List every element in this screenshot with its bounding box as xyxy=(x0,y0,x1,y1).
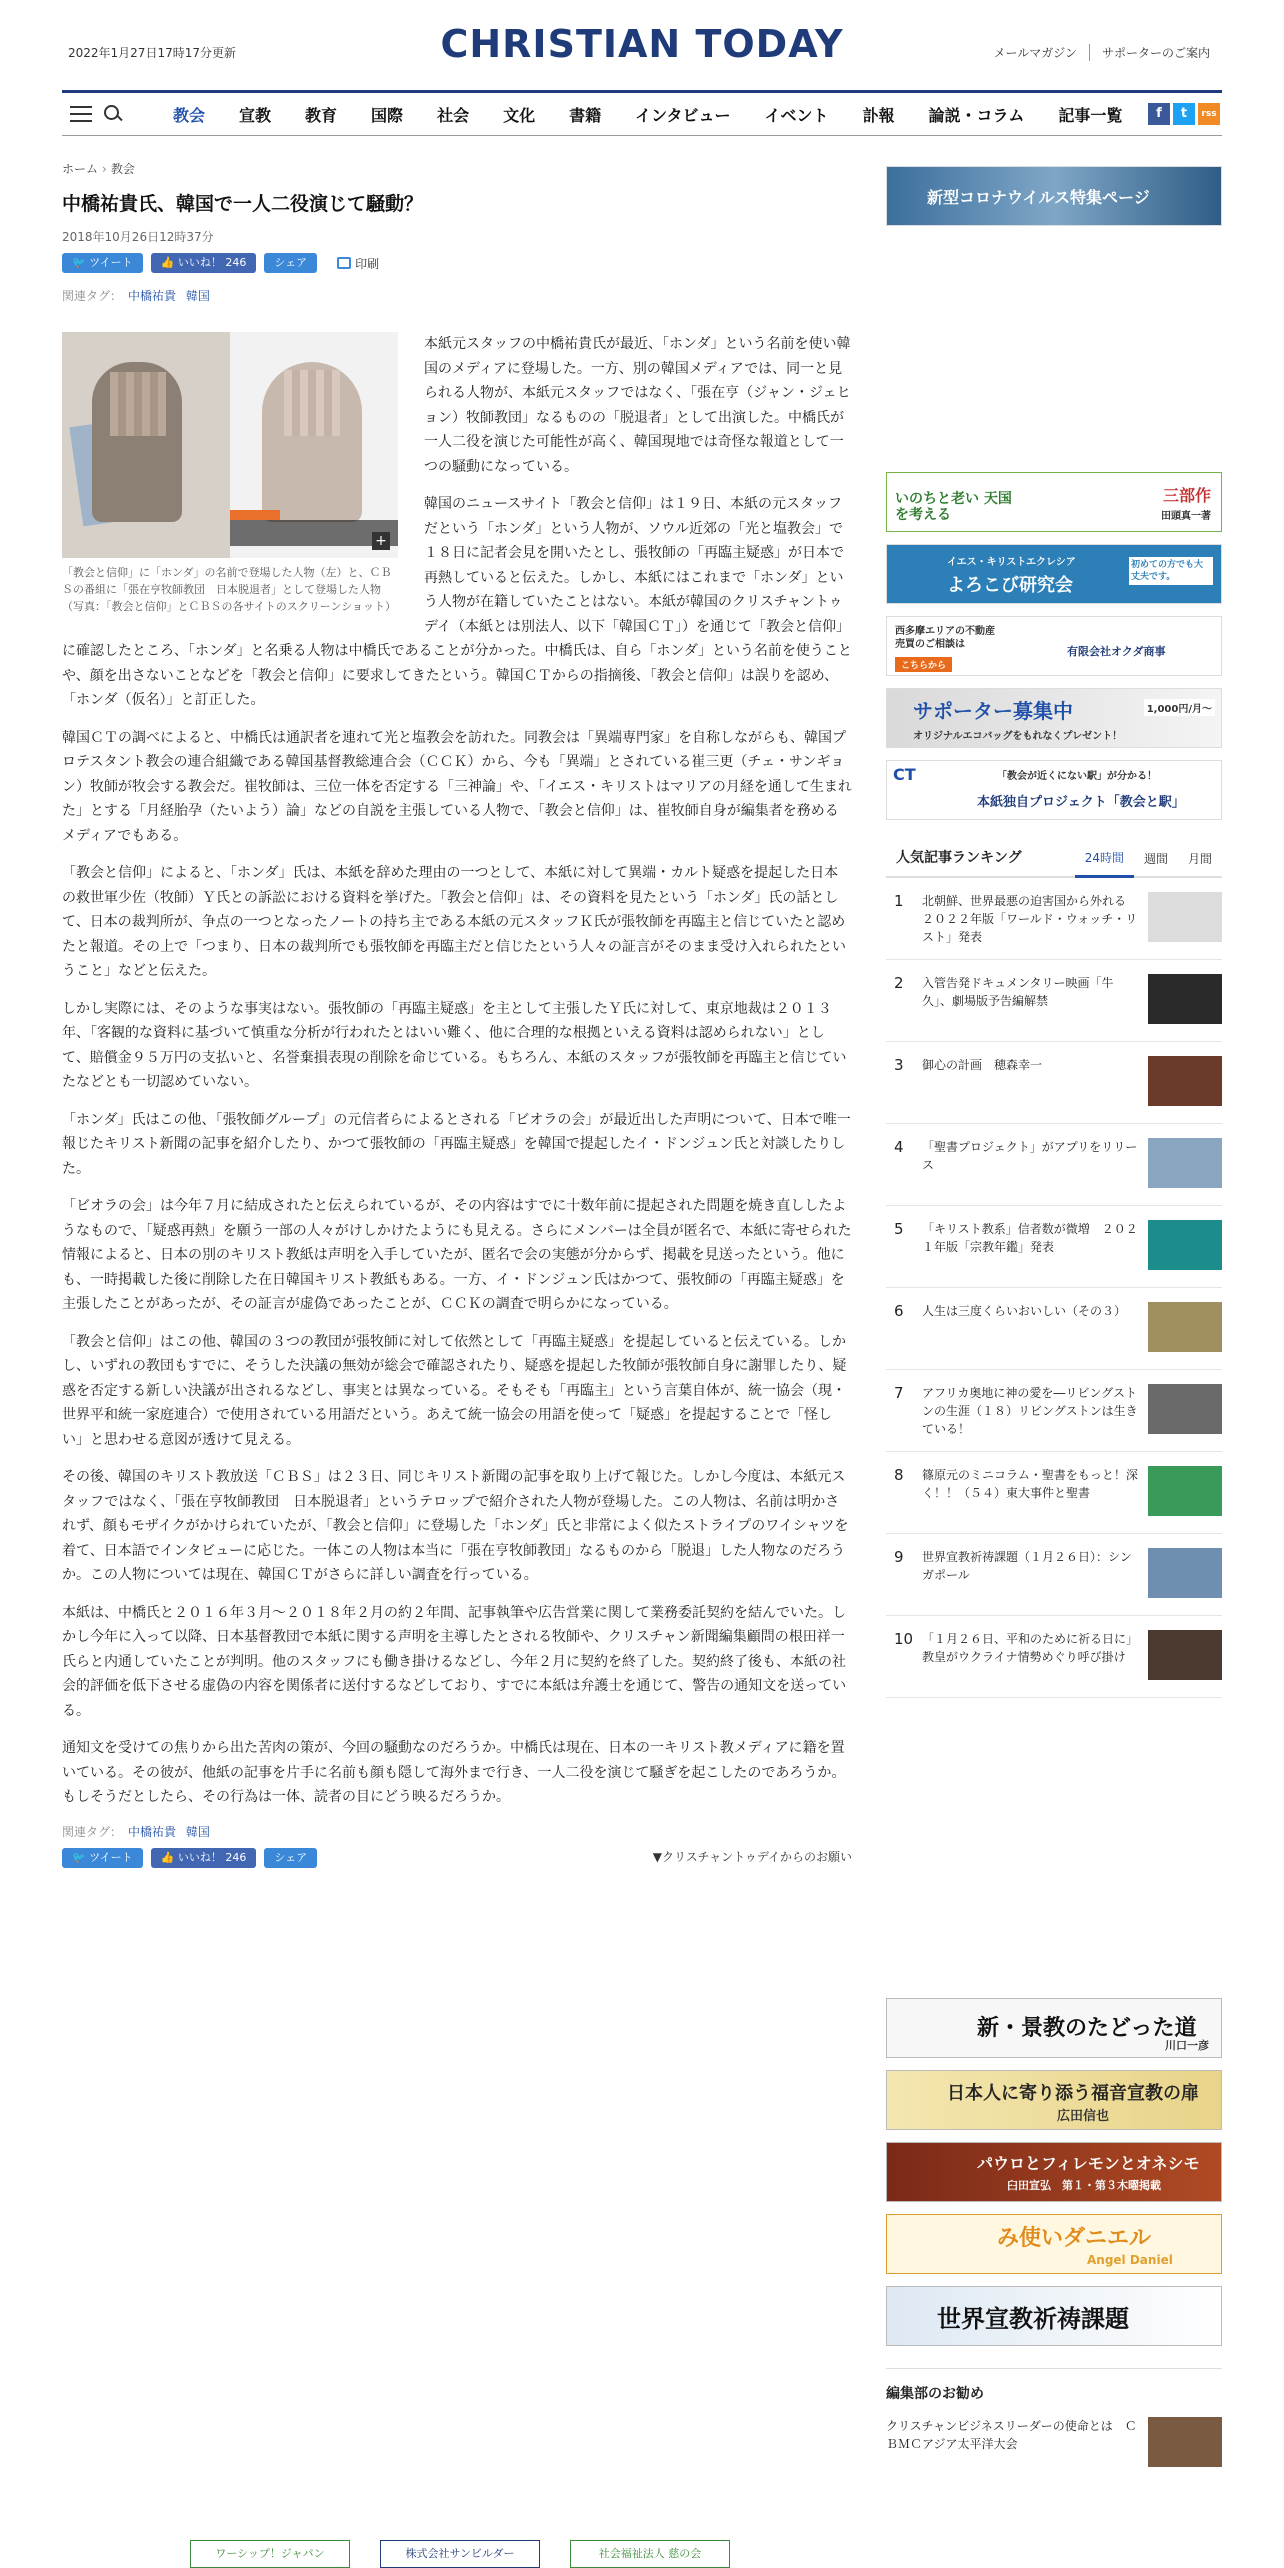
footer-ads xyxy=(190,2540,730,2568)
column-banner-daniel[interactable] xyxy=(886,2214,1222,2274)
covid-banner-text: 新型コロナウイルス特集ページ xyxy=(927,188,1150,207)
related-tags-bottom xyxy=(62,1823,852,1840)
editor-recommend xyxy=(886,2368,1222,2467)
nav-item-society[interactable]: 社会 xyxy=(437,105,470,125)
column-banner-keikyo[interactable] xyxy=(886,1998,1222,2058)
mail-magazine-link[interactable]: メールマガジン xyxy=(993,46,1077,60)
nav-item-obituary[interactable]: 訃報 xyxy=(862,105,895,125)
rank-number: 8 xyxy=(894,1466,904,1484)
ad-space xyxy=(886,226,1222,472)
ad-supporter-sub: 1,000円/月〜 xyxy=(1144,699,1215,716)
rank-title: 「キリスト教系」信者数が微増 ２０２１年版「宗教年鑑」発表 xyxy=(922,1222,1138,1254)
rank-number: 5 xyxy=(894,1220,904,1238)
photo-mosaic-right xyxy=(284,370,340,436)
column-gospel-title: 日本人に寄り添う福音宣教の扉 xyxy=(947,2083,1199,2104)
top-links xyxy=(982,44,1222,61)
recommend-item[interactable] xyxy=(886,2417,1222,2467)
ad-church-station-sub2: 「教会が近くにない駅」が分かる！ xyxy=(997,771,1157,782)
ranking-item[interactable] xyxy=(886,1452,1222,1534)
site-logo[interactable]: CHRISTIAN TODAY xyxy=(440,22,844,66)
ad-banner-realestate[interactable] xyxy=(886,616,1222,676)
covid-special-banner[interactable] xyxy=(886,166,1222,226)
like-button-bottom[interactable]: 👍 いいね！ 246 xyxy=(151,1848,257,1868)
nav-item-columns[interactable]: 論説・コラム xyxy=(928,105,1025,125)
article-photo-box xyxy=(62,332,398,615)
tweet-label-bottom: ツイート xyxy=(89,1850,133,1864)
sidebar xyxy=(886,166,1222,2467)
rank-title: 「１月２６日、平和のために祈る日に」 教皇がウクライナ情勢めぐり呼び掛け xyxy=(922,1632,1145,1664)
ad-books-sub2: 田頭真一著 xyxy=(1161,511,1211,522)
footer-ad-welfare[interactable]: 社会福祉法人 慈の会 xyxy=(570,2540,730,2568)
nav-item-mission[interactable]: 宣教 xyxy=(239,105,272,125)
rank-thumbnail xyxy=(1148,1630,1222,1680)
rank-thumbnail xyxy=(1148,1466,1222,1516)
ad-study-text: よろこび研究会 xyxy=(947,575,1073,596)
photo-mosaic-left xyxy=(110,372,166,436)
article-title: 中橋祐貴氏、韓国で一人二役演じて騒動？ xyxy=(62,193,424,215)
tag-nakahashi[interactable]: 中橋祐貴 xyxy=(128,289,177,303)
rank-title: アフリカ奥地に神の愛を―リビングストンの生涯（１８）リビングストンは生きている！ xyxy=(922,1386,1138,1436)
tag-korea[interactable]: 韓国 xyxy=(185,289,210,303)
article-column xyxy=(62,160,852,1868)
column-daniel-author: Angel Daniel xyxy=(1087,2253,1173,2267)
paragraph: その後、韓国のキリスト教放送「ＣＢＳ」は２３日、同じキリスト新聞の記事を取り上げて報じた。しかし今度は、本紙元スタッフではなく、「張在亨牧師教団 日本脱退者」というテロップで紹介された人物が登場した。この人物は、名前は明かされず、顔もモザイクがかけられていたが、「教会と信仰」に登場した「ホンダ」氏と非常によく似たストライプのワイシャツを着て、日本語でインタビューに応じた。一体この人物は本当に「張在亨牧師教団」なるものから「脱退」した人物なのだろうか。この人物については現在、韓国ＣＴがさらに詳しい調査を行っている。 xyxy=(62,1469,849,1583)
like-button[interactable]: 👍 いいね！ 246 xyxy=(151,253,257,273)
rank-number: 7 xyxy=(894,1384,904,1402)
nav-item-events[interactable]: イベント xyxy=(764,105,829,125)
paragraph: しかし実際には、そのような事実はない。張牧師の「再臨主疑惑」を主として主張したＹ氏に対して、東京地裁は２０１３年、「客観的な資料に基づいて慎重な分析が行われたとはいい難く、他に合理的な根拠といえる資料は認められない」として、賠償金９５万円の支払いと、名誉棄損表現の削除を命じている。もちろん、本紙のスタッフが張牧師を再臨主と信じていたなどとも一切認めていない。 xyxy=(62,1000,847,1090)
twitter-icon[interactable]: t xyxy=(1173,103,1195,125)
like-label: いいね！ 246 xyxy=(177,256,247,269)
column-banners xyxy=(886,1998,1222,2346)
chevron-right-icon: › xyxy=(102,162,107,176)
rank-number: 3 xyxy=(894,1056,904,1074)
rank-thumbnail xyxy=(1148,1548,1222,1598)
sidebar-spacer xyxy=(886,1698,1222,1998)
column-keikyo-title: 新・景教のたどった道 xyxy=(977,2015,1197,2041)
ad-banner-church-station[interactable] xyxy=(886,760,1222,820)
paragraph: 通知文を受けての焦りから出た苦肉の策が、今回の騒動なのだろうか。中橋氏は現在、日本の一キリスト教メディアに籍を置いている。その彼が、他紙の記事を片手に名前も顔も隠して海外まで行き、一人二役を演じて騒ぎを起こしたのであろうか。もしそうだとしたら、その行為は一体、読者の目にどう映るだろうか。 xyxy=(62,1740,846,1805)
rank-number: 10 xyxy=(894,1630,914,1648)
column-banner-paul[interactable] xyxy=(886,2142,1222,2202)
ranking-item[interactable] xyxy=(886,1124,1222,1206)
site-header xyxy=(62,0,1222,92)
ad-realestate-text: 西多摩エリアの不動産売買のご相談は xyxy=(895,626,995,650)
ranking-title: 人気記事ランキング xyxy=(896,850,1022,866)
ranking-tab-month[interactable]: 月間 xyxy=(1187,852,1212,866)
nav-item-international[interactable]: 国際 xyxy=(371,105,404,125)
tags-label: 関連タグ： xyxy=(62,289,123,303)
nav-item-all-articles[interactable]: 記事一覧 xyxy=(1058,105,1123,125)
supporter-link[interactable]: サポーターのご案内 xyxy=(1089,44,1222,61)
rank-thumbnail xyxy=(1148,1220,1222,1270)
rank-title: 世界宣教祈祷課題（１月２６日）：シンガポール xyxy=(922,1550,1132,1582)
column-banner-gospel-door[interactable] xyxy=(886,2070,1222,2130)
rank-thumbnail xyxy=(1148,1056,1222,1106)
ranking-tab-24h[interactable]: 24時間 xyxy=(1075,849,1134,878)
main-nav xyxy=(62,93,1222,135)
rank-number: 6 xyxy=(894,1302,904,1320)
column-paul-title: パウロとフィレモンとオネシモ xyxy=(977,2154,1200,2173)
ranking-item[interactable] xyxy=(886,1534,1222,1616)
breadcrumb-church[interactable]: 教会 xyxy=(110,162,135,176)
article-body xyxy=(62,332,852,1810)
ad-church-station-sub: CT xyxy=(893,765,916,784)
ranking-header xyxy=(886,842,1222,878)
tags-label-bottom: 関連タグ： xyxy=(62,1824,123,1839)
article-photo[interactable] xyxy=(62,332,398,558)
paragraph: 本紙元スタッフの中橋祐貴氏が最近、「ホンダ」という名前を使い韓国のメディアに登場した。一方、別の韓国メディアでは、同一と見られる人物が、本紙元スタッフではなく、「張在亨（ジャン・ジェヒョン）牧師教団」なるものの「脱退者」として出演した。中橋氏が一人二役を演じた可能性が高く、韓国現地では奇怪な報道として一つの騒動になっている。 xyxy=(424,336,851,475)
print-button[interactable] xyxy=(337,255,379,272)
tweet-button[interactable]: 🐦 ツイート xyxy=(62,253,143,273)
ranking-item[interactable] xyxy=(886,960,1222,1042)
paragraph: 「ビオラの会」は今年７月に結成されたと伝えられているが、その内容はすでに十数年前に提起された問題を焼き直ししたようなもので、「疑惑再熱」を願う一部の人々がけしかけたようにも見える。さらにメンバーは全員が匿名で、本紙に寄せられた情報によると、日本の別のキリスト教紙は声明を入手していたが、匿名で会の実態が分からず、掲載を見送ったという。他にも、一時掲載した後に削除した在日韓国キリスト教紙もある。一方、イ・ドンジュン氏はかつて、張牧師の「再臨主疑惑」を主張したことがあったが、その証言が虚偽であったことが、ＣＣＫの調査で明らかになっている。 xyxy=(62,1198,852,1312)
paragraph: 「ホンダ」氏はこの他、「張牧師グループ」の元信者らによるとされる「ビオラの会」が最近出した声明について、日本で唯一報じたキリスト新聞の記事を紹介したり、かつて張牧師の「再臨主疑惑」を韓国で提起したイ・ドンジュン氏と対談したりした。 xyxy=(62,1111,851,1177)
tweet-label: ツイート xyxy=(89,256,133,269)
share-row-bottom xyxy=(62,1848,852,1868)
share-row xyxy=(62,253,852,273)
rank-number: 2 xyxy=(894,974,904,992)
paragraph: 「教会と信仰」はこの他、韓国の３つの教団が張牧師に対して依然として「再臨主疑惑」を提起していると伝えている。しかし、いずれの教団もすでに、そうした決議の無効が総会で確認されたり、疑惑を提起した牧師が張牧師自身に謝罪したり、疑惑を否定する新しい決議が出されるなどし、事実とは異なっている。そもそも「再臨主」という言葉自体が、統一協会（現・世界平和統一家庭連合）で使用されている用語だという。あえて統一協会の用語を使って「疑惑」を提起することで「怪しい」と思わせる意図が透けて見える。 xyxy=(62,1333,847,1448)
rank-title: 北朝鮮、世界最悪の迫害国から外れる ２０２２年版「ワールド・ウォッチ・リスト」発表 xyxy=(922,894,1139,944)
ad-study-sub: イエス・キリストエクレシア xyxy=(947,557,1076,568)
ad-banner-study[interactable] xyxy=(886,544,1222,604)
paragraph: 本紙は、中橋氏と２０１６年３月〜２０１８年２月の約２年間、記事執筆や広告営業に関して業務委託契約を結んでいた。しかし今年に入って以降、日本基督教団で本紙に関する声明を主導したとされる牧師や、クリスチャン新聞編集顧問の根田祥一氏らと内通していたことが判明。他のスタッフにも働き掛けるなどし、今年２月に契約を終了した。契約終了後も、本紙の社会的評価を低下させる虚偽の内容を関係者に送付するなどしており、すでに本紙は弁護士を通じて、警告の通知文を送っている。 xyxy=(62,1604,847,1719)
printer-icon xyxy=(337,257,351,269)
tweet-button-bottom[interactable]: 🐦 ツイート xyxy=(62,1848,143,1868)
ranking-item[interactable] xyxy=(886,1370,1222,1452)
rss-icon[interactable]: rss xyxy=(1198,103,1220,125)
column-keikyo-author: 川口一彦 xyxy=(1165,2039,1209,2052)
breadcrumb-home[interactable]: ホーム xyxy=(62,162,99,176)
rank-number: 9 xyxy=(894,1548,904,1566)
ad-books-sub: 三部作 xyxy=(1162,486,1211,505)
nav-item-church[interactable]: 教会 xyxy=(173,105,206,125)
ranking-item[interactable] xyxy=(886,1042,1222,1124)
like-label-bottom: いいね！ 246 xyxy=(177,1850,247,1864)
recommend-title: 編集部のお勧め xyxy=(886,2386,984,2402)
facebook-icon[interactable]: f xyxy=(1148,103,1170,125)
photo-caption: 「教会と信仰」に「ホンダ」の名前で登場した人物（左）と、ＣＢＳの番組に「張在亨牧師教団 日本脱退者」として登場した人物（写真：「教会と信仰」とＣＢＳの各サイトのスクリーンショット） xyxy=(62,566,397,613)
request-notice-link[interactable]: ▼クリスチャントゥデイからのお願い xyxy=(652,1849,852,1864)
ad-study-sub2: 初めての方でも大丈夫です。 xyxy=(1129,557,1213,585)
nav-item-books[interactable]: 書籍 xyxy=(569,105,602,125)
rank-thumbnail xyxy=(1148,1138,1222,1188)
rank-number: 1 xyxy=(894,892,904,910)
ranking-item[interactable] xyxy=(886,1616,1222,1698)
nav-divider xyxy=(62,135,1222,136)
nav-item-interview[interactable]: インタビュー xyxy=(635,105,731,125)
rank-title: 御心の計画 穂森幸一 xyxy=(922,1058,1043,1072)
share-button[interactable]: シェア xyxy=(264,253,317,273)
social-icons xyxy=(1148,103,1220,125)
ranking-tab-week[interactable]: 週間 xyxy=(1143,852,1168,866)
recommend-thumbnail xyxy=(1148,2417,1222,2467)
paragraph: 韓国のニュースサイト「教会と信仰」は１９日、本紙の元スタッフだという「ホンダ」という人物が、ソウル近郊の「光と塩教会」で１８日に記者会見を開いたとし、張牧師の「再臨主疑惑」が日本で再熱していると伝えた。しかし、本紙にはこれまで「ホンダ」という人物が在籍していたことはない。本紙が韓国のクリスチャントゥデイ（本紙とは別法人、以下「韓国ＣＴ」）を通じて「教会と信仰」に確認したところ、「ホンダ」と名乗る人物は中橋氏であることが分かった。中橋氏は、自ら「ホンダ」という名前を使うことや、顔を出さないことなどを「教会と信仰」に要求してきたという。韓国ＣＴからの指摘後、「教会と信仰」は誤りを認め、「ホンダ（仮名）」と訂正した。 xyxy=(62,496,852,708)
column-paul-author: 臼田宣弘 第１・第３木曜掲載 xyxy=(1007,2179,1161,2192)
ad-church-station-text: 本紙独自プロジェクト「教会と駅」 xyxy=(977,795,1185,810)
ad-realestate-sub: 有限会社オクダ商事 xyxy=(1067,645,1166,658)
menu-icon[interactable] xyxy=(70,106,92,122)
rank-thumbnail xyxy=(1148,1302,1222,1352)
rank-thumbnail xyxy=(1148,892,1222,942)
footer-ad-worship[interactable]: ワーシップ！ジャパン xyxy=(190,2540,350,2568)
footer-ad-sunbuilder[interactable]: 株式会社サンビルダー xyxy=(380,2540,540,2568)
paragraph: 韓国ＣＴの調べによると、中橋氏は通訳者を連れて光と塩教会を訪れた。同教会は「異端専門家」を自称しながらも、韓国プロテスタント教会の連合組織である韓国基督教総連合会（ＣＣＫ）から、今も「異端」とされている崔三更（チェ・サンギョン）牧師が牧会する教会だ。崔牧師は、三位一体を否定する「三神論」や、「イエス・キリストはマリアの月経を通して生まれた」とする「月経胎孕（たいよう）論」などの自説を主張している人物で、「教会と信仰」は、崔牧師自身が編集者を務めるメディアでもある。 xyxy=(62,729,852,844)
nav-item-education[interactable]: 教育 xyxy=(305,105,338,125)
ad-supporter-text: サポーター募集中 xyxy=(913,699,1073,723)
ranking-item[interactable] xyxy=(886,878,1222,960)
rank-thumbnail xyxy=(1148,1384,1222,1434)
ranking-item[interactable] xyxy=(886,1206,1222,1288)
breadcrumb xyxy=(62,160,852,177)
ad-realestate-sub2: こちらから xyxy=(895,657,952,672)
rank-thumbnail xyxy=(1148,974,1222,1024)
related-tags xyxy=(62,287,852,304)
nav-items xyxy=(156,103,1139,126)
tag-nakahashi-bottom[interactable]: 中橋祐貴 xyxy=(128,1824,177,1839)
rank-title: 篠原元のミニコラム・聖書をもっと！深く！！（５４）東大事件と聖書 xyxy=(922,1468,1138,1500)
rank-title: 「聖書プロジェクト」がアプリをリリース xyxy=(922,1140,1138,1172)
nav-item-culture[interactable]: 文化 xyxy=(503,105,536,125)
column-daniel-title: み使いダニエル xyxy=(997,2225,1152,2251)
column-prayer-title: 世界宣教祈祷課題 xyxy=(937,2304,1129,2333)
ad-banner-books[interactable] xyxy=(886,472,1222,532)
column-banner-prayer[interactable] xyxy=(886,2286,1222,2346)
article-date: 2018年10月26日12時37分 xyxy=(62,230,214,244)
ad-books-text: いのちと老い 天国を考える xyxy=(895,491,1012,523)
ad-supporter-sub2: オリジナルエコバッグをもれなくプレゼント！ xyxy=(913,731,1123,742)
ranking-item[interactable] xyxy=(886,1288,1222,1370)
tag-korea-bottom[interactable]: 韓国 xyxy=(185,1824,210,1839)
recommend-item-text: クリスチャンビジネスリーダーの使命とは ＣＢＭＣアジア太平洋大会 xyxy=(886,2419,1137,2451)
search-icon[interactable] xyxy=(104,105,122,123)
ad-banner-supporter[interactable] xyxy=(886,688,1222,748)
column-gospel-author: 広田信也 xyxy=(1057,2109,1110,2124)
print-label: 印刷 xyxy=(355,256,380,271)
paragraph: 「教会と信仰」によると、「ホンダ」氏は、本紙を辞めた理由の一つとして、本紙に対して異端・カルト疑惑を提起した日本の救世軍少佐（牧師）Ｙ氏との訴訟における資料を挙げた。「教会と信仰」は、その資料を見たという「ホンダ」氏の話として、日本の裁判所が、争点の一つとなったノートの持ち主である本紙の元スタッフＫ氏が張牧師を再臨主と信じていたと認めたと報道。その上で「つまり、日本の裁判所でも張牧師を再臨主だと信じたという人々の証言がそのまま受け入れられたということ」などと伝えた。 xyxy=(62,865,846,979)
rank-number: 4 xyxy=(894,1138,904,1156)
rank-title: 人生は三度くらいおいしい（その３） xyxy=(922,1304,1127,1318)
update-time: 2022年1月27日17時17分更新 xyxy=(68,46,236,60)
rank-title: 入管告発ドキュメンタリー映画「牛久」、劇場版予告編解禁 xyxy=(922,976,1114,1008)
ranking-list xyxy=(886,878,1222,1698)
share-button-bottom[interactable]: シェア xyxy=(264,1848,317,1868)
expand-icon[interactable]: + xyxy=(372,532,390,550)
